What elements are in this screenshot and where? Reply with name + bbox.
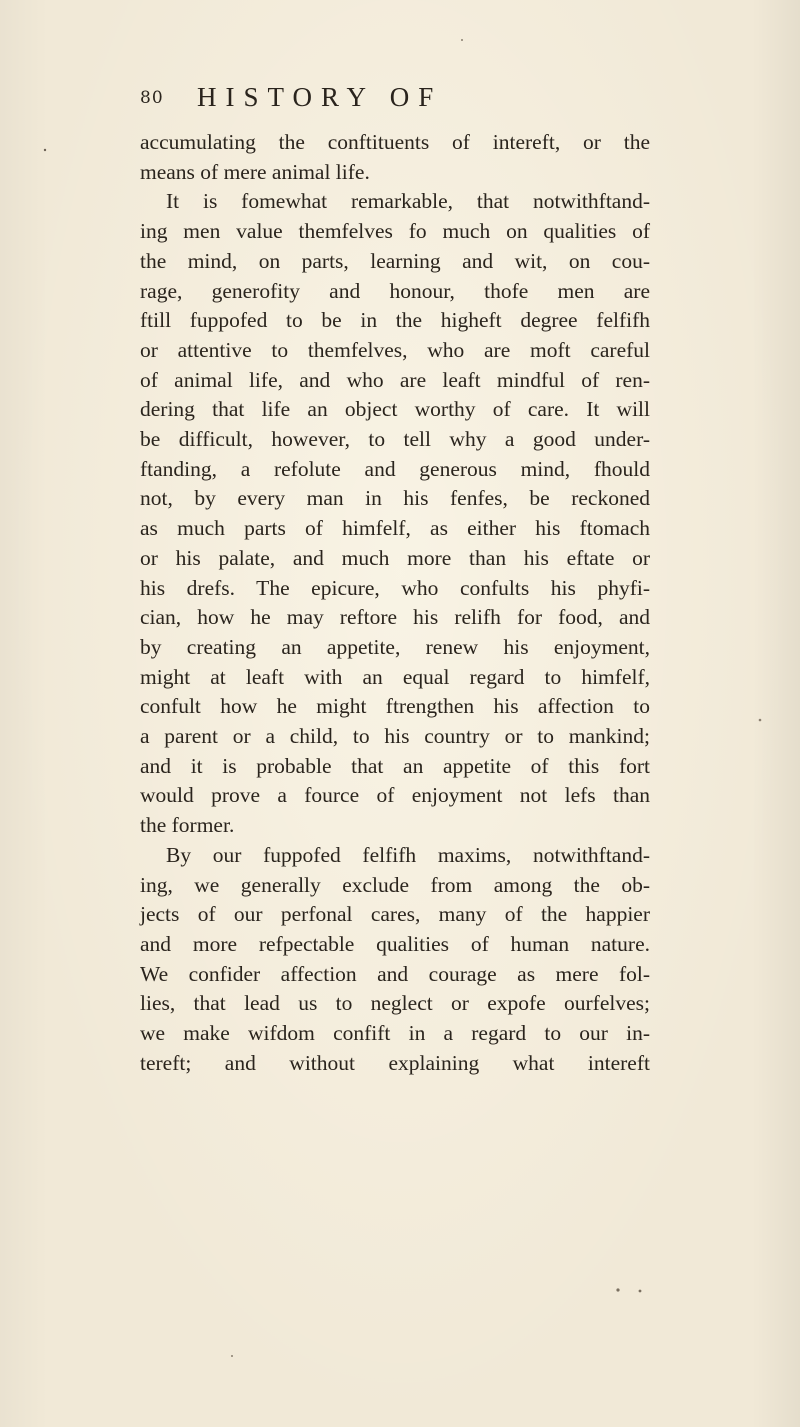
text-line: tereft; and without explaining what intereft <box>140 1050 650 1075</box>
text-line: ftanding, a refolute and generous mind, fhould <box>140 456 650 481</box>
text-line: confult how he might ftrengthen his affection to <box>140 694 650 719</box>
text-line: of animal life, and who are leaft mindful of ren- <box>140 367 650 392</box>
text-line: the former. <box>140 813 235 838</box>
text-line: ing men value themfelves fo much on qualities of <box>140 219 650 244</box>
text-line: jects of our perfonal cares, many of the happier <box>140 902 650 927</box>
text-line: not, by every man in his fenfes, be reckoned <box>140 486 650 511</box>
text-line: ftill fuppofed to be in the higheft degree felfifh <box>140 308 650 333</box>
ink-speck <box>639 1290 642 1293</box>
text-line: by creating an appetite, renew his enjoyment, <box>140 634 650 659</box>
ink-speck <box>44 149 46 151</box>
text-line: as much parts of himfelf, as either his ftomach <box>140 516 650 541</box>
text-line: or his palate, and much more than his eftate or <box>140 545 650 570</box>
text-line: would prove a fource of enjoyment not lefs than <box>140 783 650 808</box>
text-line: we make wifdom confift in a regard to our in- <box>140 1021 650 1046</box>
ink-speck <box>616 1288 619 1291</box>
text-line: ing, we generally exclude from among the ob- <box>140 872 650 897</box>
text-line: a parent or a child, to his country or to mankind; <box>140 724 650 749</box>
paragraph-start-line: It is fomewhat remarkable, that notwithftand- <box>166 189 650 214</box>
page-number: 80 <box>140 88 164 108</box>
text-line: his drefs. The epicure, who confults his phyfi- <box>140 575 650 600</box>
text-line: or attentive to themfelves, who are moft careful <box>140 337 650 362</box>
running-head: HISTORY OF <box>197 82 443 112</box>
text-line: means of mere animal life. <box>140 159 370 184</box>
text-line: the mind, on parts, learning and wit, on cou- <box>140 248 650 273</box>
text-line: accumulating the conftituents of intereft, or the <box>140 130 650 154</box>
text-line: be difficult, however, to tell why a good under- <box>140 427 650 452</box>
text-line: lies, that lead us to neglect or expofe ourfelves; <box>140 991 650 1016</box>
text-line: and it is probable that an appetite of this fort <box>140 753 650 778</box>
ink-speck <box>461 39 463 41</box>
ink-speck <box>759 719 762 722</box>
ink-speck <box>231 1355 233 1357</box>
text-line: might at leaft with an equal regard to himfelf, <box>140 664 650 689</box>
text-line: and more refpectable qualities of human nature. <box>140 931 650 956</box>
text-line: rage, generofity and honour, thofe men are <box>140 278 650 303</box>
text-line: cian, how he may reftore his relifh for food, and <box>140 605 650 630</box>
text-line: We confider affection and courage as mere fol- <box>140 961 650 986</box>
paragraph-start-line: By our fuppofed felfifh maxims, notwithftand- <box>166 842 650 867</box>
text-line: dering that life an object worthy of care. It will <box>140 397 650 422</box>
